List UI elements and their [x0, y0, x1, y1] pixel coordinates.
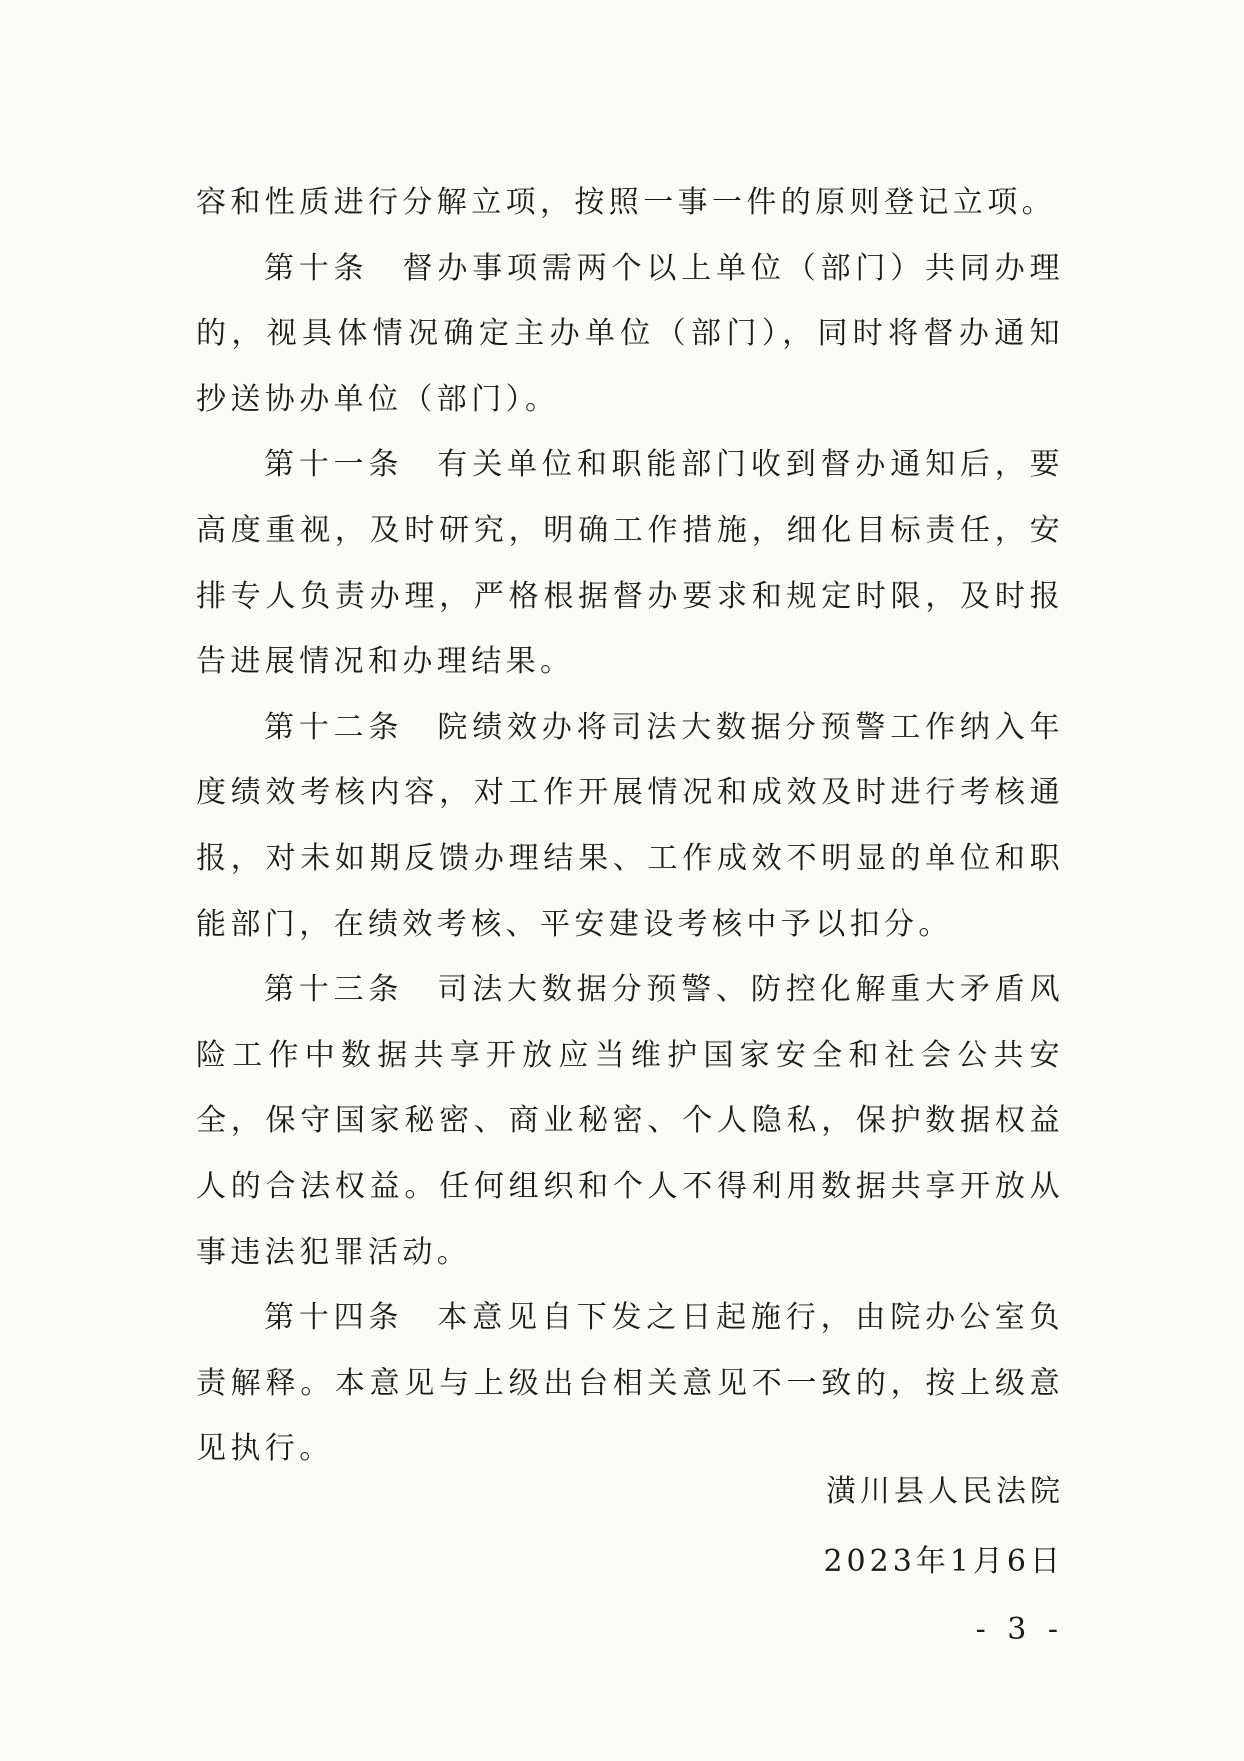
page-number: - 3 - [975, 1612, 1064, 1647]
article-12 [196, 695, 1064, 957]
article-number: 第十四条 [264, 1300, 404, 1336]
article-10 [196, 236, 1064, 433]
article-text: 督办事项需两个以上单位（部门）共同办理的，视具体情况确定主办单位（部门），同时将督办通知抄送协办单位（部门）。 [196, 250, 1064, 417]
article-text: 有关单位和职能部门收到督办通知后，要高度重视，及时研究，明确工作措施，细化目标责任，安排专人负责办理，严格根据督办要求和规定时限，及时报告进展情况和办理结果。 [196, 447, 1064, 680]
article-13 [196, 957, 1064, 1285]
document-body [196, 170, 1064, 1482]
signature-organization: 潢川县人民法院 [826, 1474, 1064, 1509]
continuation-paragraph: 容和性质进行分解立项，按照一事一件的原则登记立项。 [196, 185, 1056, 220]
article-number: 第十条 [264, 250, 369, 286]
article-number: 第十二条 [264, 709, 404, 745]
article-11 [196, 432, 1064, 694]
article-text: 院绩效办将司法大数据分预警工作纳入年度绩效考核内容，对工作开展情况和成效及时进行考核通报，对未如期反馈办理结果、工作成效不明显的单位和职能部门，在绩效考核、平安建设考核中予以扣分。 [196, 709, 1064, 942]
article-text: 本意见自下发之日起施行，由院办公室负责解释。本意见与上级出台相关意见不一致的，按上级意见执行。 [196, 1300, 1064, 1467]
signature-date: 2023年1月6日 [823, 1544, 1064, 1579]
article-number: 第十三条 [264, 972, 404, 1008]
article-14 [196, 1285, 1064, 1482]
article-number: 第十一条 [264, 447, 404, 483]
article-text: 司法大数据分预警、防控化解重大矛盾风险工作中数据共享开放应当维护国家安全和社会公共安全，保守国家秘密、商业秘密、个人隐私，保护数据权益人的合法权益。任何组织和个人不得利用数据共享开放从事违法犯罪活动。 [196, 972, 1064, 1270]
